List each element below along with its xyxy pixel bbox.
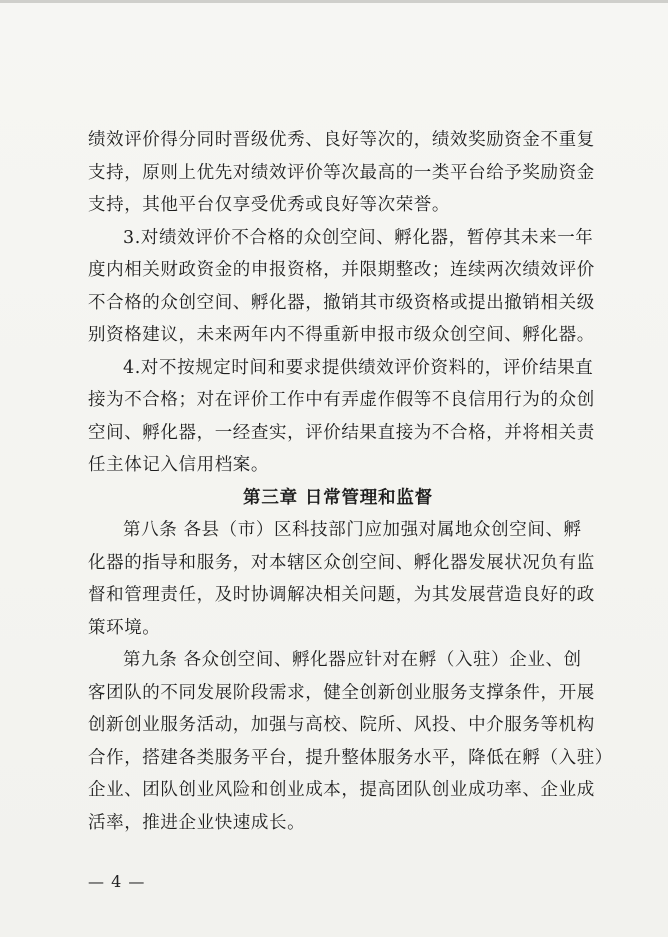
- scan-edge: [0, 0, 668, 3]
- text-line: 活率，推进企业快速成长。: [88, 812, 306, 833]
- text-line: 第九条 各众创空间、孵化器应针对在孵（入驻）企业、创: [123, 650, 582, 670]
- text-line: 第八条 各县（市）区科技部门应加强对属地众创空间、孵: [123, 520, 582, 540]
- text-line: 化器的指导和服务，对本辖区众创空间、孵化器发展状况负有监: [88, 552, 595, 573]
- text-line: 支持，其他平台仅享受优秀或良好等次荣誉。: [88, 195, 450, 215]
- text-line: 策环境。: [88, 617, 161, 638]
- text-line: 3.对绩效评价不合格的众创空间、孵化器，暂停其未来一年: [123, 227, 594, 248]
- text-line: 合作，搭建各类服务平台，提升整体服务水平，降低在孵（入驻）: [88, 747, 613, 768]
- text-line: 企业、团队创业风险和创业成本，提高团队创业成功率、企业成: [88, 780, 595, 800]
- text-line: 别资格建议，未来两年内不得重新申报市级众创空间、孵化器。: [88, 325, 595, 345]
- chapter-heading: 第三章 日常管理和监督: [243, 487, 433, 508]
- text-line: 支持，原则上优先对绩效评价等次最高的一类平台给予奖励资金: [88, 162, 595, 183]
- document-body: [88, 124, 613, 839]
- text-line: 度内相关财政资金的申报资格，并限期整改；连续两次绩效评价: [88, 260, 595, 280]
- text-line: 任主体记入信用档案。: [88, 455, 269, 475]
- text-line: 督和管理责任，及时协调解决相关问题，为其发展营造良好的政: [88, 585, 595, 605]
- text-line: 绩效评价得分同时晋级优秀、良好等次的，绩效奖励资金不重复: [88, 130, 595, 150]
- text-line: 接为不合格；对在评价工作中有弄虚作假等不良信用行为的众创: [88, 390, 595, 410]
- text-line: 空间、孵化器，一经查实，评价结果直接为不合格，并将相关责: [88, 422, 595, 443]
- text-line: 不合格的众创空间、孵化器，撤销其市级资格或提出撤销相关级: [88, 292, 595, 313]
- text-line: 创新创业服务活动，加强与高校、院所、风投、中介服务等机构: [88, 715, 595, 735]
- text-line: 客团队的不同发展阶段需求，健全创新创业服务支撑条件，开展: [88, 682, 595, 703]
- page-number: — 4 —: [88, 872, 146, 891]
- text-line: 4.对不按规定时间和要求提供绩效评价资料的，评价结果直: [123, 357, 594, 378]
